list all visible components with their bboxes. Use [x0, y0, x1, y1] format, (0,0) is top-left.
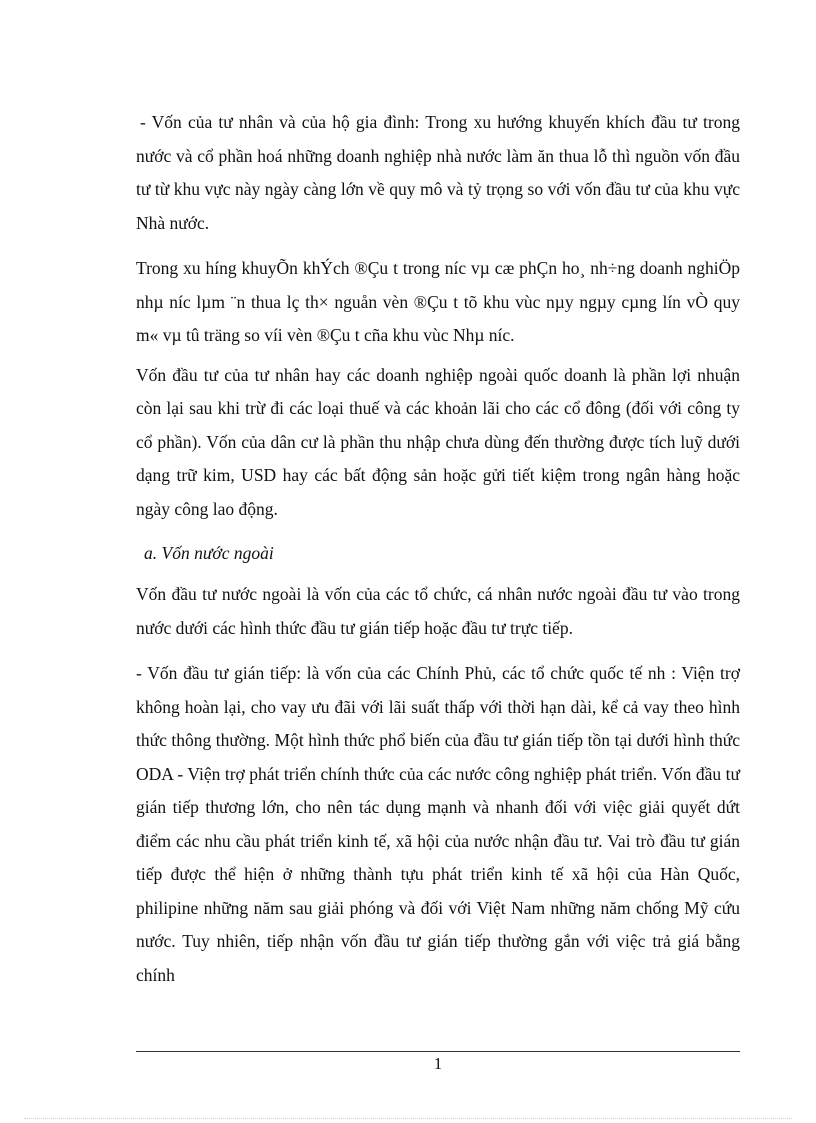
footer-divider — [136, 1051, 740, 1052]
paragraph-garbled-text: Trong xu híng khuyÕn khÝch ®Çu t trong níc vµ cæ phÇn ho¸ nh÷ng doanh nghiÖp nhµ níc lµm ¨n thua lç th× nguån vèn ®Çu t tõ khu vùc nµy ngµy cµng lín vÒ quy m« vµ tû träng so víi vèn ®Çu t cña khu vùc Nhµ níc. — [136, 258, 740, 345]
paragraph-private-capital: - Vốn của tư nhân và của hộ gia đình: Trong xu hướng khuyến khích đầu tư trong nước và cổ phần hoá những doanh nghiệp nhà nước làm ăn thua lỗ thì nguồn vốn đầu tư từ khu vực này ngày càng lớn về quy mô và tỷ trọng so với vốn đầu tư của khu vực Nhà nước. — [136, 112, 740, 233]
page-body — [136, 106, 740, 1004]
page-bottom-border — [24, 1118, 792, 1119]
paragraph-indirect-investment: - Vốn đầu tư gián tiếp: là vốn của các Chính Phủ, các tổ chức quốc tế nh : Viện trợ không hoàn lại, cho vay ưu đãi với lãi suất thấp với thời hạn dài, kể cả vay theo hình thức thông thường. Một hình thức phổ biến của đầu tư gián tiếp tồn tại dưới hình thức ODA - Viện trợ phát triển chính thức của các nước công nghiệp phát triển. Vốn đầu tư gián tiếp thương lớn, cho nên tác dụng mạnh và nhanh đối với việc giải quyết dứt điểm các nhu cầu phát triển kinh tế, xã hội của nước nhận đầu tư. Vai trò đầu tư gián tiếp được thể hiện ở những thành tựu phát triển kinh tế xã hội của Hàn Quốc, philipine những năm sau giải phóng và đối với Việt Nam những năm chống Mỹ cứu nước. Tuy nhiên, tiếp nhận vốn đầu tư gián tiếp thường gắn với việc trả giá bằng chính — [136, 663, 740, 985]
paragraph-foreign-capital-definition: Vốn đầu tư nước ngoài là vốn của các tổ chức, cá nhân nước ngoài đầu tư vào trong nước dưới các hình thức đầu tư gián tiếp hoặc đầu tư trực tiếp. — [136, 584, 740, 638]
section-heading-foreign-capital: a. Vốn nước ngoài — [144, 543, 274, 563]
page-number: 1 — [433, 1054, 443, 1073]
paragraph-private-enterprise-capital: Vốn đầu tư của tư nhân hay các doanh nghiệp ngoài quốc doanh là phần lợi nhuận còn lại sau khi trừ đi các loại thuế và các khoản lãi cho các cổ đông (đối với công ty cổ phần). Vốn của dân cư là phần thu nhập chưa dùng đến thường được tích luỹ dưới dạng trữ kim, USD hay các bất động sản hoặc gửi tiết kiệm trong ngân hàng hoặc ngày công lao động. — [136, 364, 740, 519]
